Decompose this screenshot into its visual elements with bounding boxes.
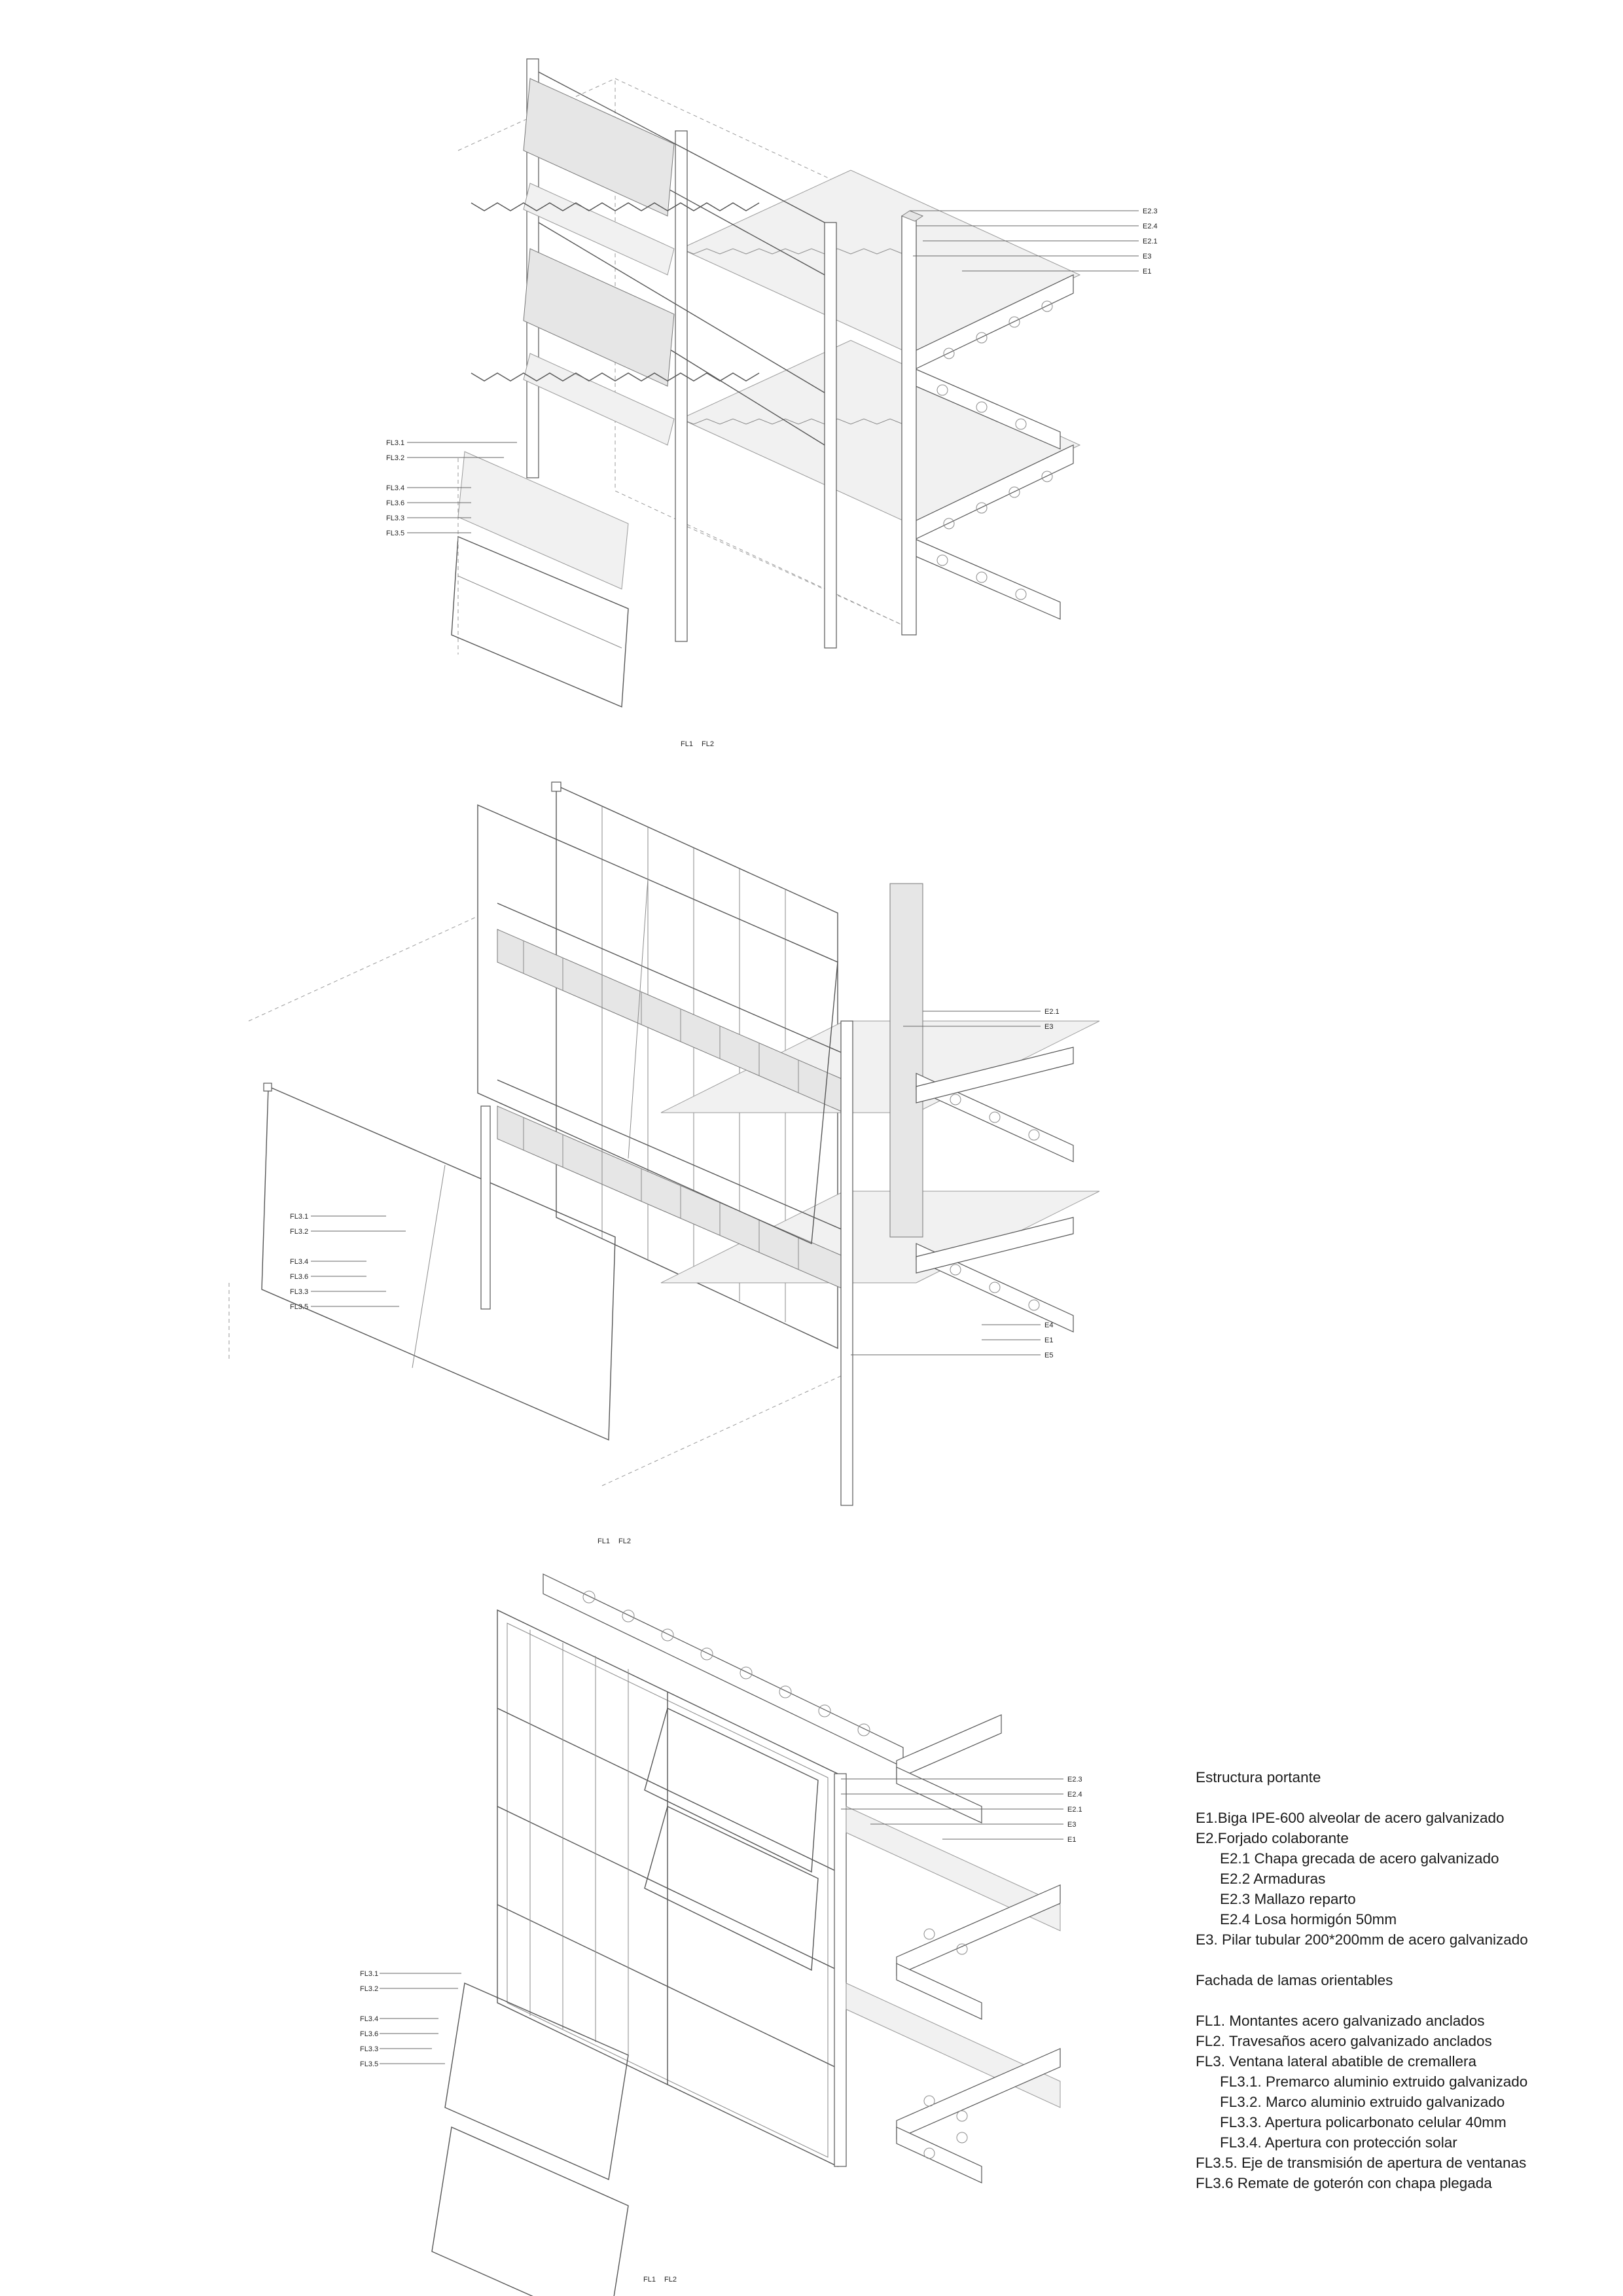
callout-label: FL3.2	[360, 1985, 379, 1993]
callout-label: FL3.3	[386, 514, 405, 522]
legend-structure-title: Estructura portante	[1196, 1769, 1321, 1785]
legend-facade-list	[1196, 2011, 1601, 2193]
louvre-panels	[524, 79, 674, 445]
axonometric-drawing-1	[386, 59, 1158, 748]
callout-label: E1	[1044, 1336, 1054, 1344]
upper-slab	[681, 170, 1080, 353]
callout-label: E2.4	[1067, 1791, 1082, 1799]
callout-label: FL3.1	[360, 1970, 379, 1978]
callout-label: FL3.4	[360, 2015, 379, 2023]
legend-item: FL3.1. Premarco aluminio extruido galvanizado	[1220, 2073, 1528, 2090]
legend-item: FL3.2. Marco aluminio extruido galvanizado	[1220, 2094, 1505, 2110]
callout-label: FL3.6	[290, 1273, 309, 1281]
callout-label: FL3.4	[290, 1258, 309, 1266]
callout-label: E2.3	[1067, 1776, 1082, 1784]
callout-label: E2.1	[1067, 1806, 1082, 1814]
callouts-left-3	[360, 1970, 461, 2068]
callout-label: E5	[1044, 1352, 1054, 1359]
callout-label: FL3.2	[290, 1228, 309, 1236]
exploded-window-3	[432, 1983, 628, 2296]
callout-label: E1	[1067, 1836, 1077, 1844]
tubular-column	[834, 1774, 846, 2166]
callout-label: FL3.3	[290, 1288, 309, 1296]
callout-label: FL3.2	[386, 454, 405, 462]
callout-label: E3	[1143, 253, 1152, 260]
axonometric-drawing-3	[360, 1574, 1082, 2296]
legend-item: E2.2 Armaduras	[1220, 1871, 1326, 1887]
axonometric-drawing-2	[229, 782, 1099, 1545]
legend-facade-title: Fachada de lamas orientables	[1196, 1972, 1393, 1988]
callout-label: E4	[1044, 1321, 1054, 1329]
callout-label: FL2	[702, 740, 714, 748]
legend-item: E3. Pilar tubular 200*200mm de acero galvanizado	[1196, 1931, 1528, 1948]
callout-label: E3	[1067, 1821, 1077, 1829]
callout-label: E2.1	[1044, 1008, 1060, 1016]
callout-label: FL3.4	[386, 484, 405, 492]
callout-label: FL3.6	[386, 499, 405, 507]
callout-label: FL3.5	[290, 1303, 309, 1311]
callout-label: FL3.6	[360, 2030, 379, 2038]
callout-label: FL3.5	[360, 2060, 379, 2068]
legend-item: E2.1 Chapa grecada de acero galvanizado	[1220, 1850, 1499, 1867]
top-alveolar-beam	[543, 1574, 903, 1767]
legend-item: FL3.4. Apertura con protección solar	[1220, 2134, 1457, 2151]
alveolar-beams	[897, 1715, 1060, 2183]
tubular-column	[902, 216, 916, 635]
exploded-window-1	[452, 452, 628, 707]
lower-slab	[681, 340, 1080, 524]
callout-label: E2.4	[1143, 223, 1158, 230]
callout-label: E2.1	[1143, 238, 1158, 245]
legend-item: FL3.5. Eje de transmisión de apertura de ventanas	[1196, 2155, 1527, 2171]
callout-label: E2.3	[1143, 207, 1158, 215]
callouts-left-2	[290, 1213, 406, 1311]
tubular-column	[890, 884, 923, 1237]
callout-label: FL3.1	[386, 439, 405, 447]
callout-label: FL1	[597, 1537, 610, 1545]
legend-item: E2.4 Losa hormigón 50mm	[1220, 1911, 1397, 1928]
legend-item: FL3. Ventana lateral abatible de cremallera	[1196, 2053, 1477, 2070]
callout-label: E3	[1044, 1023, 1054, 1031]
legend	[1196, 1767, 1601, 2193]
callout-label: FL2	[618, 1537, 631, 1545]
callout-label: FL2	[664, 2276, 677, 2284]
open-sashes	[645, 1708, 818, 1970]
callout-label: FL3.5	[386, 529, 405, 537]
callout-label: FL3.3	[360, 2045, 379, 2053]
legend-item: E1.Biga IPE-600 alveolar de acero galvanizado	[1196, 1810, 1505, 1826]
callout-label: FL3.1	[290, 1213, 309, 1221]
legend-item: FL2. Travesaños acero galvanizado anclados	[1196, 2033, 1492, 2049]
legend-item: E2.3 Mallazo reparto	[1220, 1891, 1356, 1907]
legend-item: FL3.6 Remate de goterón con chapa plegada	[1196, 2175, 1492, 2191]
callout-label: FL1	[681, 740, 693, 748]
callout-label: FL1	[643, 2276, 656, 2284]
alveolar-beams	[916, 1047, 1073, 1332]
legend-item: FL3.3. Apertura policarbonato celular 40mm	[1220, 2114, 1507, 2130]
callout-label: E1	[1143, 268, 1152, 276]
legend-item: FL1. Montantes acero galvanizado anclados	[1196, 2013, 1485, 2029]
legend-structure-list	[1196, 1808, 1601, 1950]
legend-spacer	[1196, 1950, 1601, 1970]
legend-item: E2.Forjado colaborante	[1196, 1830, 1349, 1846]
